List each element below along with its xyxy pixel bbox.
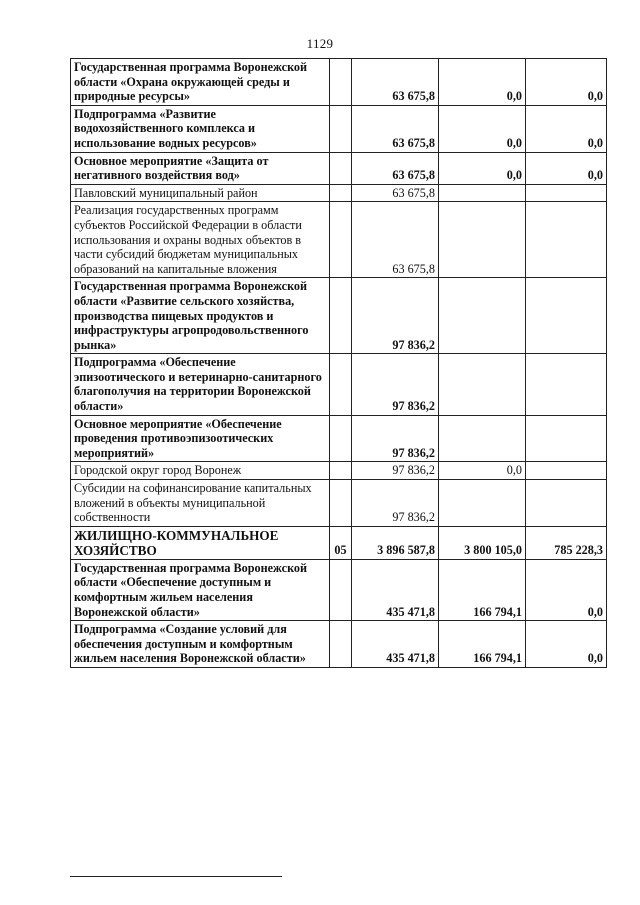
row-name-cell: Государственная программа Воронежской области «Развитие сельского хозяйства, производства пищевых продуктов и инфраструктуры агропродовольственного рынка» — [71, 278, 330, 354]
value-col-1-cell: 435 471,8 — [352, 621, 439, 668]
value-col-3-cell — [526, 480, 607, 527]
value-col-2-cell — [439, 202, 526, 278]
table-row — [71, 559, 607, 620]
value-col-3-cell — [526, 354, 607, 415]
value-col-3-cell: 0,0 — [526, 105, 607, 152]
value-col-3-cell: 0,0 — [526, 152, 607, 184]
budget-table-body — [71, 59, 607, 668]
value-col-2-cell: 166 794,1 — [439, 621, 526, 668]
value-col-3-cell — [526, 202, 607, 278]
value-col-1-cell: 97 836,2 — [352, 462, 439, 480]
section-code-cell: 05 — [330, 526, 352, 559]
section-code-cell — [330, 278, 352, 354]
value-col-2-cell — [439, 278, 526, 354]
section-code-cell — [330, 202, 352, 278]
value-col-2-cell: 0,0 — [439, 462, 526, 480]
value-col-3-cell: 0,0 — [526, 621, 607, 668]
table-row — [71, 354, 607, 415]
value-col-3-cell — [526, 415, 607, 462]
value-col-1-cell: 63 675,8 — [352, 105, 439, 152]
section-code-cell — [330, 621, 352, 668]
value-col-1-cell: 3 896 587,8 — [352, 526, 439, 559]
row-name-cell: Государственная программа Воронежской области «Охрана окружающей среды и природные ресурсы» — [71, 59, 330, 106]
value-col-1-cell: 63 675,8 — [352, 184, 439, 202]
section-code-cell — [330, 480, 352, 527]
value-col-2-cell: 0,0 — [439, 59, 526, 106]
value-col-3-cell: 0,0 — [526, 59, 607, 106]
table-row — [71, 526, 607, 559]
section-code-cell — [330, 105, 352, 152]
value-col-3-cell — [526, 278, 607, 354]
value-col-3-cell — [526, 462, 607, 480]
value-col-1-cell: 63 675,8 — [352, 202, 439, 278]
value-col-3-cell — [526, 184, 607, 202]
value-col-2-cell — [439, 480, 526, 527]
table-row — [71, 184, 607, 202]
section-code-cell — [330, 152, 352, 184]
section-code-cell — [330, 462, 352, 480]
value-col-2-cell: 0,0 — [439, 105, 526, 152]
page-number: 1129 — [306, 36, 334, 51]
value-col-1-cell: 435 471,8 — [352, 559, 439, 620]
row-name-cell: Подпрограмма «Обеспечение эпизоотического и ветеринарно-санитарного благополучия на территории Воронежской области» — [71, 354, 330, 415]
table-row — [71, 152, 607, 184]
row-name-cell: Павловский муниципальный район — [71, 184, 330, 202]
table-row — [71, 621, 607, 668]
row-name-cell: Городской округ город Воронеж — [71, 462, 330, 480]
row-name-cell: Подпрограмма «Создание условий для обеспечения доступным и комфортным жильем населения Воронежской области» — [71, 621, 330, 668]
row-name-cell: Основное мероприятие «Обеспечение проведения противоэпизоотических мероприятий» — [71, 415, 330, 462]
value-col-1-cell: 97 836,2 — [352, 354, 439, 415]
value-col-2-cell — [439, 354, 526, 415]
row-name-cell: Субсидии на софинансирование капитальных вложений в объекты муниципальной собственности — [71, 480, 330, 527]
table-row — [71, 480, 607, 527]
value-col-1-cell: 63 675,8 — [352, 59, 439, 106]
budget-table — [70, 58, 607, 668]
table-row — [71, 202, 607, 278]
value-col-3-cell: 785 228,3 — [526, 526, 607, 559]
section-code-cell — [330, 559, 352, 620]
value-col-1-cell: 63 675,8 — [352, 152, 439, 184]
row-name-cell: Государственная программа Воронежской области «Обеспечение доступным и комфортным жильем населения Воронежской области» — [71, 559, 330, 620]
table-row — [71, 278, 607, 354]
value-col-2-cell: 0,0 — [439, 152, 526, 184]
section-code-cell — [330, 184, 352, 202]
value-col-2-cell — [439, 415, 526, 462]
value-col-1-cell: 97 836,2 — [352, 415, 439, 462]
table-row — [71, 59, 607, 106]
value-col-2-cell: 3 800 105,0 — [439, 526, 526, 559]
table-row — [71, 415, 607, 462]
value-col-1-cell: 97 836,2 — [352, 278, 439, 354]
value-col-2-cell — [439, 184, 526, 202]
table-row — [71, 105, 607, 152]
section-code-cell — [330, 415, 352, 462]
row-name-cell: Основное мероприятие «Защита от негативного воздействия вод» — [71, 152, 330, 184]
value-col-2-cell: 166 794,1 — [439, 559, 526, 620]
table-row — [71, 462, 607, 480]
footnote-separator — [70, 876, 282, 877]
row-name-cell: ЖИЛИЩНО-КОММУНАЛЬНОЕ ХОЗЯЙСТВО — [71, 526, 330, 559]
section-code-cell — [330, 354, 352, 415]
value-col-1-cell: 97 836,2 — [352, 480, 439, 527]
row-name-cell: Подпрограмма «Развитие водохозяйственного комплекса и использование водных ресурсов» — [71, 105, 330, 152]
row-name-cell: Реализация государственных программ субъектов Российской Федерации в области использования и охраны водных объектов в части субсидий бюджетам муниципальных образований на капитальные вложения — [71, 202, 330, 278]
section-code-cell — [330, 59, 352, 106]
value-col-3-cell: 0,0 — [526, 559, 607, 620]
